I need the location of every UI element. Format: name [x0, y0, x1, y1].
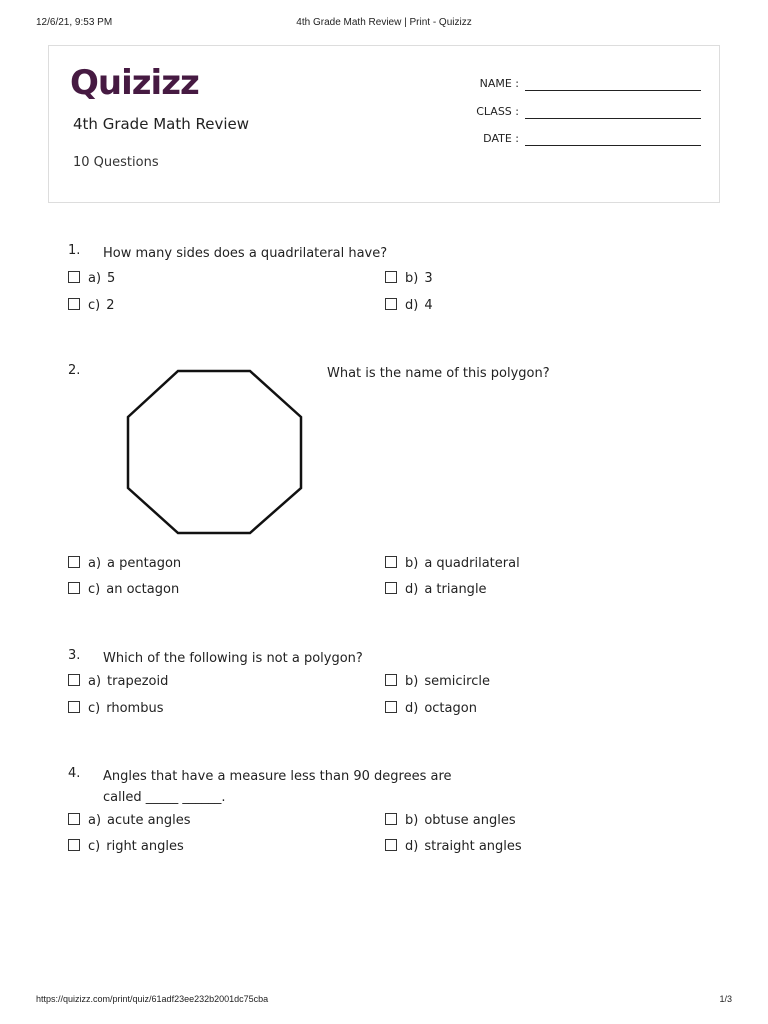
question-text: Which of the following is not a polygon? [103, 651, 363, 666]
checkbox[interactable] [68, 556, 80, 568]
quiz-header-box [48, 45, 720, 203]
option-2d[interactable]: d) a triangle [385, 582, 487, 598]
question-text-line1: Angles that have a measure less than 90 degrees are [103, 769, 452, 784]
option-1b[interactable]: b) 3 [385, 271, 433, 287]
print-title: 4th Grade Math Review | Print - Quizizz [296, 17, 472, 28]
checkbox[interactable] [68, 298, 80, 310]
class-line [525, 118, 701, 119]
checkbox[interactable] [385, 813, 397, 825]
question-number: 2. [68, 363, 81, 378]
question-count: 10 Questions [73, 155, 159, 170]
date-line [525, 145, 701, 146]
option-3a[interactable]: a) trapezoid [68, 674, 168, 690]
print-footer [36, 994, 732, 1008]
option-4a[interactable]: a) acute angles [68, 813, 190, 829]
octagon-image [118, 360, 310, 544]
name-line [525, 90, 701, 91]
name-field [469, 77, 701, 95]
date-field [469, 132, 701, 150]
option-4d[interactable]: d) straight angles [385, 839, 522, 855]
quizizz-logo: Quizizz [70, 63, 199, 103]
option-4b[interactable]: b) obtuse angles [385, 813, 516, 829]
checkbox[interactable] [385, 298, 397, 310]
question-number: 1. [68, 243, 81, 258]
checkbox[interactable] [385, 582, 397, 594]
name-label: NAME : [479, 77, 519, 90]
checkbox[interactable] [385, 556, 397, 568]
option-2b[interactable]: b) a quadrilateral [385, 556, 520, 572]
option-3b[interactable]: b) semicircle [385, 674, 490, 690]
option-3d[interactable]: d) octagon [385, 701, 477, 717]
print-datetime: 12/6/21, 9:53 PM [36, 17, 113, 28]
option-2c[interactable]: c) an octagon [68, 582, 179, 598]
option-3c[interactable]: c) rhombus [68, 701, 163, 717]
print-url: https://quizizz.com/print/quiz/61adf23ee232b2001dc75cba [36, 994, 269, 1004]
question-number: 4. [68, 766, 81, 781]
checkbox[interactable] [385, 674, 397, 686]
quiz-title: 4th Grade Math Review [73, 115, 250, 133]
date-label: DATE : [483, 132, 519, 145]
question-text-line2: called _____ ______. [103, 790, 226, 805]
checkbox[interactable] [68, 839, 80, 851]
option-1a[interactable]: a) 5 [68, 271, 115, 287]
checkbox[interactable] [68, 813, 80, 825]
question-text: How many sides does a quadrilateral have? [103, 246, 388, 261]
checkbox[interactable] [385, 839, 397, 851]
class-field [469, 105, 701, 123]
option-1d[interactable]: d) 4 [385, 298, 433, 314]
option-1c[interactable]: c) 2 [68, 298, 115, 314]
class-label: CLASS : [476, 105, 519, 118]
option-4c[interactable]: c) right angles [68, 839, 184, 855]
checkbox[interactable] [68, 674, 80, 686]
checkbox[interactable] [68, 582, 80, 594]
question-text: What is the name of this polygon? [327, 366, 550, 381]
page-number: 1/3 [719, 994, 732, 1004]
checkbox[interactable] [385, 271, 397, 283]
checkbox[interactable] [385, 701, 397, 713]
print-header [36, 17, 732, 31]
question-number: 3. [68, 648, 81, 663]
octagon-shape [118, 360, 310, 544]
option-2a[interactable]: a) a pentagon [68, 556, 181, 572]
checkbox[interactable] [68, 701, 80, 713]
checkbox[interactable] [68, 271, 80, 283]
